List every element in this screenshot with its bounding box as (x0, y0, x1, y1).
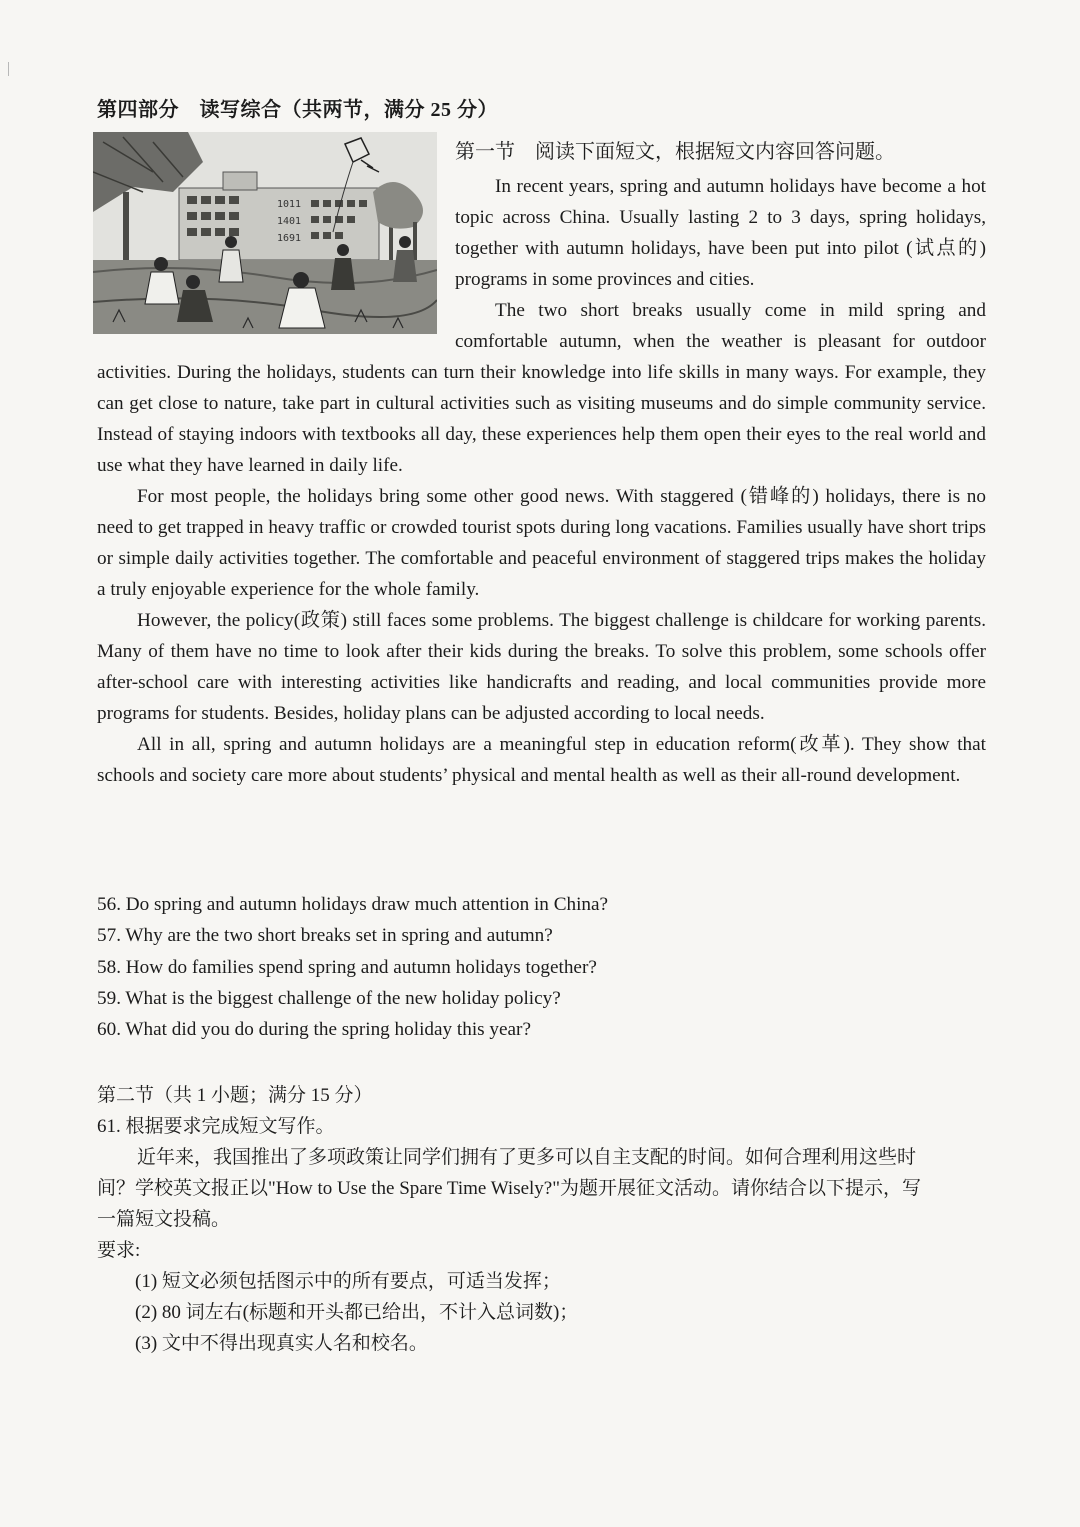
passage-paragraph: However, the policy(政策) still faces some problems. The biggest challenge is childcare for working parents. Many of them have no time to look after their kids during the breaks. To solve this problem, some schools offer after-school care with interesting activities like handicrafts and reading, and local communities provide more programs for students. Besides, holiday plans can be adjusted according to local needs. (97, 610, 986, 724)
question-list (97, 889, 986, 1045)
question-56: 56. Do spring and autumn holidays draw much attention in China? (97, 894, 609, 915)
svg-text:1401: 1401 (277, 216, 302, 227)
passage-paragraph: In recent years, spring and autumn holidays have become a hot topic across China. Usually lasting 2 to 3 days, spring holidays, together with autumn holidays, have been put into pilot (试点的) programs in some provinces and cities. (455, 176, 986, 290)
part-title: 第四部分 读写综合（共两节，满分 25 分） (97, 99, 498, 121)
section1-title: 第一节 阅读下面短文，根据短文内容回答问题。 (455, 141, 895, 163)
writing-section (97, 1080, 989, 1359)
svg-text:1691: 1691 (277, 233, 302, 244)
requirements-label: 要求: (97, 1240, 141, 1261)
passage-paragraph: For most people, the holidays bring some other good news. With staggered (错峰的) holidays, there is no need to get trapped in heavy traffic or crowded tourist spots during long vacations. Families usually have short trips or simple daily activities together. The comfortable and peaceful environment of staggered trips makes the holiday a truly enjoyable experience for the whole family. (97, 486, 986, 600)
writing-task: 61. 根据要求完成短文写作。 (97, 1116, 335, 1137)
writing-prompt-line: 近年来，我国推出了多项政策让同学们拥有了更多可以自主支配的时间。如何合理利用这些时 (137, 1147, 917, 1168)
question-57: 57. Why are the two short breaks set in spring and autumn? (97, 925, 553, 947)
question-59: 59. What is the biggest challenge of the new holiday policy? (97, 987, 561, 1009)
reading-passage (97, 171, 986, 791)
writing-prompt-line: 一篇短文投稿。 (97, 1209, 231, 1230)
svg-text:1011: 1011 (277, 199, 302, 210)
question-58: 58. How do families spend spring and autumn holidays together? (97, 956, 597, 978)
figure-spacer (97, 171, 455, 357)
writing-prompt-line: 间？学校英文报正以"How to Use the Spare Time Wisely?"为题开展征文活动。请你结合以下提示，写 (97, 1178, 921, 1199)
requirement-item: (2) 80 词左右(标题和开头都已给出，不计入总词数)； (135, 1302, 579, 1323)
passage-paragraph: All in all, spring and autumn holidays are a meaningful step in education reform(改革). They show that schools and society care more about students’ physical and mental health as well as their all-round development. (97, 734, 986, 786)
requirement-item: (1) 短文必须包括图示中的所有要点，可适当发挥； (135, 1271, 561, 1292)
passage-paragraph: The two short breaks usually come in mild spring and comfortable autumn, when the weather is pleasant for outdoor activities. During the holidays, students can turn their knowledge into life skills in many ways. For example, they can get close to nature, take part in cultural activities such as visiting museums and do simple community service. Instead of staying indoors with textbooks all day, these experiences help them open their eyes to the real world and use what they have learned in daily life. (97, 300, 986, 476)
requirement-item: (3) 文中不得出现真实人名和校名。 (135, 1333, 428, 1354)
question-60: 60. What did you do during the spring holiday this year? (97, 1019, 531, 1041)
section2-title: 第二节（共 1 小题；满分 15 分） (97, 1085, 373, 1106)
margin-mark (8, 62, 9, 76)
